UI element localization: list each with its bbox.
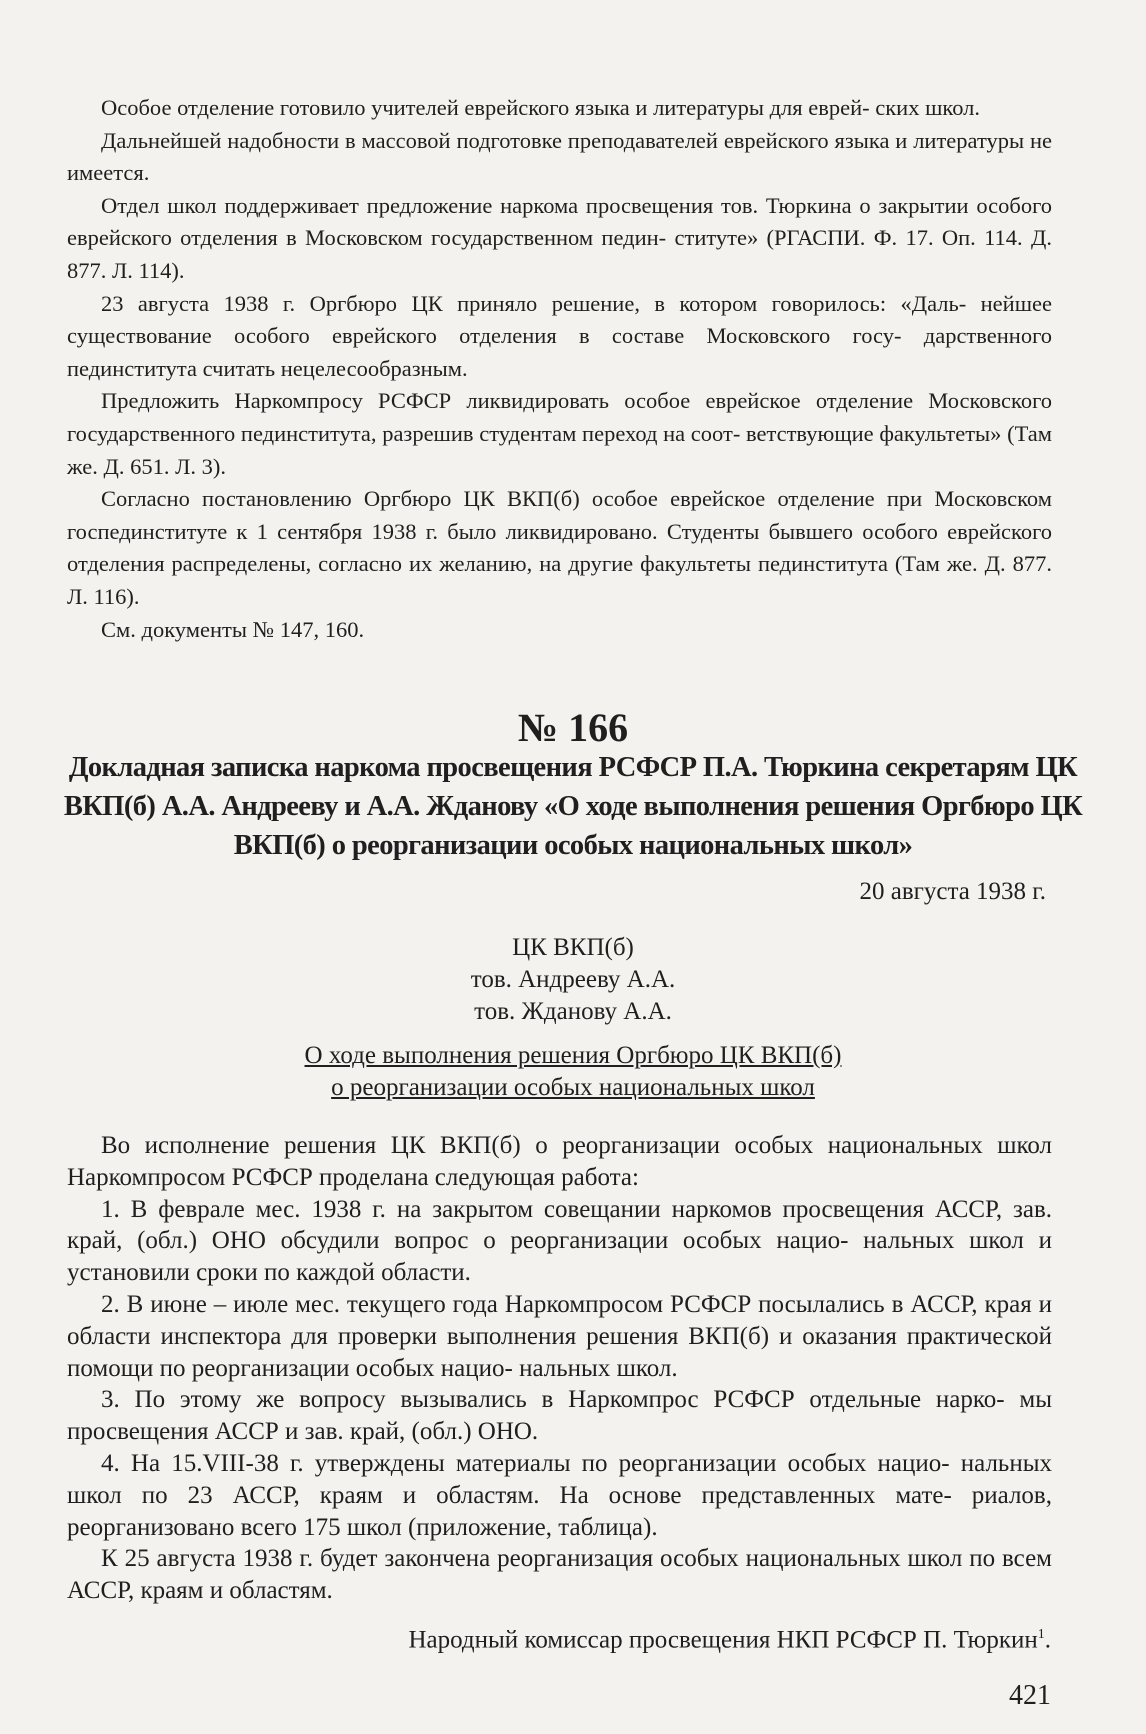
- intro-paragraph: Дальнейшей надобности в массовой подготовке преподавателей еврейского языка и литературы не имеется.: [67, 127, 1052, 186]
- signature-line: Народный комиссар просвещения НКП РСФСР П. Тюркин$^1$.: [408, 1626, 1051, 1654]
- intro-paragraph: Предложить Наркомпросу РСФСР ликвидировать особое еврейское отделение Московского государственного пединститута, разрешив студентам переход на соот- ветствующие факультеты» (Там же. Д. 651. Л. 3).: [67, 388, 1052, 479]
- addressee: [0, 932, 1146, 1028]
- footnote-marker: 1: [1037, 1627, 1045, 1642]
- body-paragraph: 2. В июне – июле мес. текущего года Наркомпросом РСФСР посылались в АССР, края и области инспектора для проверки выполнения решения ВКП(б) и оказания практической помощи по реорганизации особых нацио- нальных школ.: [67, 1290, 1052, 1382]
- subject-line: О ходе выполнения решения Оргбюро ЦК ВКП(б): [304, 1042, 842, 1069]
- body-paragraph: 1. В феврале мес. 1938 г. на закрытом совещании наркомов просвещения АССР, зав. край, (обл.) ОНО обсудили вопрос о реорганизации особых нацио- нальных школ и установили сроки по каждой области.: [67, 1195, 1052, 1287]
- addressee-line: ЦК ВКП(б): [512, 934, 634, 961]
- body-paragraph: 4. На 15.VIII-38 г. утверждены материалы по реорганизации особых нацио- нальных школ по 23 АССР, краям и областям. На основе представленных мате- риалов, реорганизовано всего 175 школ (приложение, таблица).: [67, 1449, 1052, 1541]
- body-paragraph: К 25 августа 1938 г. будет закончена реорганизация особых национальных школ по всем АССР, краям и областям.: [67, 1545, 1052, 1605]
- document-title: Докладная записка наркома просвещения РСФСР П.А. Тюркина секретарям ЦК ВКП(б) А.А. Андрееву и А.А. Жданову «О ходе выполнения решения Оргбюро ЦК ВКП(б) о реорганизации особых национальных школ»: [63, 752, 1083, 861]
- subject-line: о реорганизации особых национальных школ: [331, 1074, 815, 1101]
- body-paragraph: 3. По этому же вопросу вызывались в Наркомпрос РСФСР отдельные нарко- мы просвещения АССР и зав. край, (обл.) ОНО.: [67, 1386, 1052, 1446]
- body-paragraph: Во исполнение решения ЦК ВКП(б) о реорганизации особых национальных школ Наркомпросом РСФСР проделана следующая работа:: [67, 1132, 1052, 1191]
- cross-reference: См. документы № 147, 160.: [101, 616, 365, 642]
- document-date: 20 августа 1938 г.: [859, 878, 1046, 905]
- intro-paragraph: 23 августа 1938 г. Оргбюро ЦК приняло решение, в котором говорилось: «Даль- нейшее существование особого еврейского отделения в составе Московского госу- дарственного пединститута считать нецелесообразным.: [67, 290, 1052, 381]
- intro-paragraph: Особое отделение готовило учителей еврейского языка и литературы для еврей- ских школ.: [101, 95, 980, 120]
- addressee-line: тов. Андрееву А.А.: [470, 966, 676, 993]
- intro-notes: [67, 92, 1052, 646]
- intro-paragraph: Согласно постановлению Оргбюро ЦК ВКП(б) особое еврейское отделение при Московском госпединституте к 1 сентября 1938 г. было ликвидировано. Студенты бывшего особого еврейского отделения распределены, согласно их желанию, на другие факультеты пединститута (Там же. Д. 877. Л. 116).: [67, 486, 1052, 609]
- page-number: 421: [1009, 1680, 1051, 1711]
- signature-text: Народный комиссар просвещения НКП РСФСР П. Тюркин: [408, 1626, 1038, 1654]
- subject-heading: [0, 1040, 1146, 1104]
- document-number: № 166: [517, 705, 629, 750]
- report-body: [67, 1130, 1052, 1607]
- intro-paragraph: Отдел школ поддерживает предложение наркома просвещения тов. Тюркина о закрытии особого еврейского отделения в Московском государственном педин- ституте» (РГАСПИ. Ф. 17. Оп. 114. Д. 877. Л. 114).: [67, 192, 1052, 283]
- addressee-line: тов. Жданову А.А.: [474, 998, 672, 1025]
